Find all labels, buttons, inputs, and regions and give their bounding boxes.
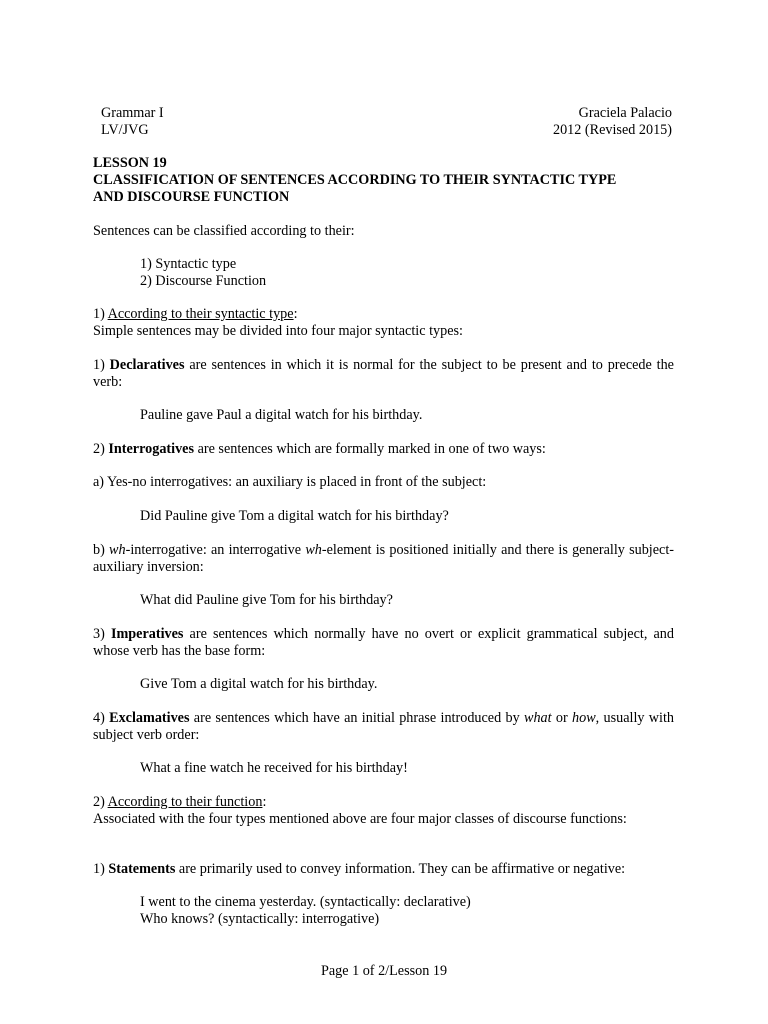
exclamatives-or: or — [551, 710, 572, 726]
section1-colon: : — [293, 306, 298, 322]
lesson-title-line1: CLASSIFICATION OF SENTENCES ACCORDING TO THEIR SYNTACTIC TYPE — [93, 172, 617, 188]
section1-subtitle: Simple sentences may be divided into four major syntactic types: — [93, 323, 463, 339]
author-name: Graciela Palacio — [578, 105, 672, 121]
exclamatives-example: What a fine watch he received for his birthday! — [140, 760, 408, 776]
exclamatives-term: Exclamatives — [109, 710, 190, 726]
wh-italic-2: wh — [305, 542, 322, 558]
page-footer: Page 1 of 2/Lesson 19 — [320, 963, 448, 979]
statements-term: Statements — [108, 861, 176, 877]
yes-no-example: Did Pauline give Tom a digital watch for his birthday? — [140, 508, 449, 524]
interrogatives-def: are sentences which are formally marked in one of two ways: — [194, 441, 546, 457]
interrogatives-term: Interrogatives — [108, 441, 195, 457]
imperatives-def: are sentences which normally have no overt or explicit grammatical subject, and whose verb has the base form: — [93, 626, 674, 659]
section2-heading-text: According to their function — [107, 794, 263, 810]
lesson-title-line2: AND DISCOURSE FUNCTION — [93, 189, 290, 205]
course-name: Grammar I — [101, 105, 164, 121]
wh-text-1: -interrogative: an interrogative — [125, 542, 306, 558]
lesson-number: LESSON 19 — [93, 155, 167, 171]
imperatives-example: Give Tom a digital watch for his birthday. — [140, 676, 378, 692]
wh-interrogatives — [93, 542, 674, 576]
wh-text-2: -element is positioned initially and there is generally subject-auxiliary inversion: — [93, 542, 674, 575]
imperatives-paragraph — [93, 626, 674, 660]
statements-def: are primarily used to convey information. They can be affirmative or negative: — [175, 861, 626, 877]
interrogatives-num: 2) — [93, 441, 109, 457]
interrogatives-paragraph — [93, 441, 546, 458]
section1-num: 1) — [93, 306, 108, 322]
declaratives-term: Declaratives — [109, 357, 185, 373]
exclamatives-what: what — [523, 710, 552, 726]
exclamatives-paragraph — [93, 710, 674, 744]
wh-example: What did Pauline give Tom for his birthday? — [140, 592, 393, 608]
intro-item-1: 1) Syntactic type — [140, 256, 237, 272]
course-code: LV/JVG — [101, 122, 149, 138]
declaratives-paragraph — [93, 357, 674, 391]
section2-num: 2) — [93, 794, 108, 810]
statements-example-2: Who knows? (syntactically: interrogative) — [140, 911, 380, 927]
section1-heading-text: According to their syntactic type — [107, 306, 294, 322]
declaratives-num: 1) — [93, 357, 110, 373]
section2-heading — [93, 794, 266, 811]
section2-colon: : — [262, 794, 267, 810]
exclamatives-def1: are sentences which have an initial phrase introduced by — [189, 710, 524, 726]
imperatives-num: 3) — [93, 626, 111, 642]
yes-no-interrogatives: a) Yes-no interrogatives: an auxiliary is placed in front of the subject: — [93, 474, 487, 490]
section2-subtitle: Associated with the four types mentioned above are four major classes of discourse functions: — [93, 811, 627, 827]
exclamatives-def2: , usually with subject verb order: — [93, 710, 674, 743]
declaratives-example: Pauline gave Paul a digital watch for his birthday. — [140, 407, 423, 423]
exclamatives-num: 4) — [93, 710, 110, 726]
section1-heading — [93, 306, 298, 323]
intro-item-2: 2) Discourse Function — [140, 273, 267, 289]
year: 2012 (Revised 2015) — [552, 122, 672, 138]
exclamatives-how: how — [572, 710, 596, 726]
declaratives-def: are sentences in which it is normal for the subject to be present and to precede the verb: — [93, 357, 674, 390]
statements-example-1: I went to the cinema yesterday. (syntactically: declarative) — [140, 894, 471, 910]
wh-prefix: b) — [93, 542, 110, 558]
wh-italic-1: wh — [109, 542, 126, 558]
statements-paragraph — [93, 861, 625, 878]
intro-text: Sentences can be classified according to their: — [93, 223, 355, 239]
imperatives-term: Imperatives — [110, 626, 184, 642]
statements-num: 1) — [93, 861, 109, 877]
